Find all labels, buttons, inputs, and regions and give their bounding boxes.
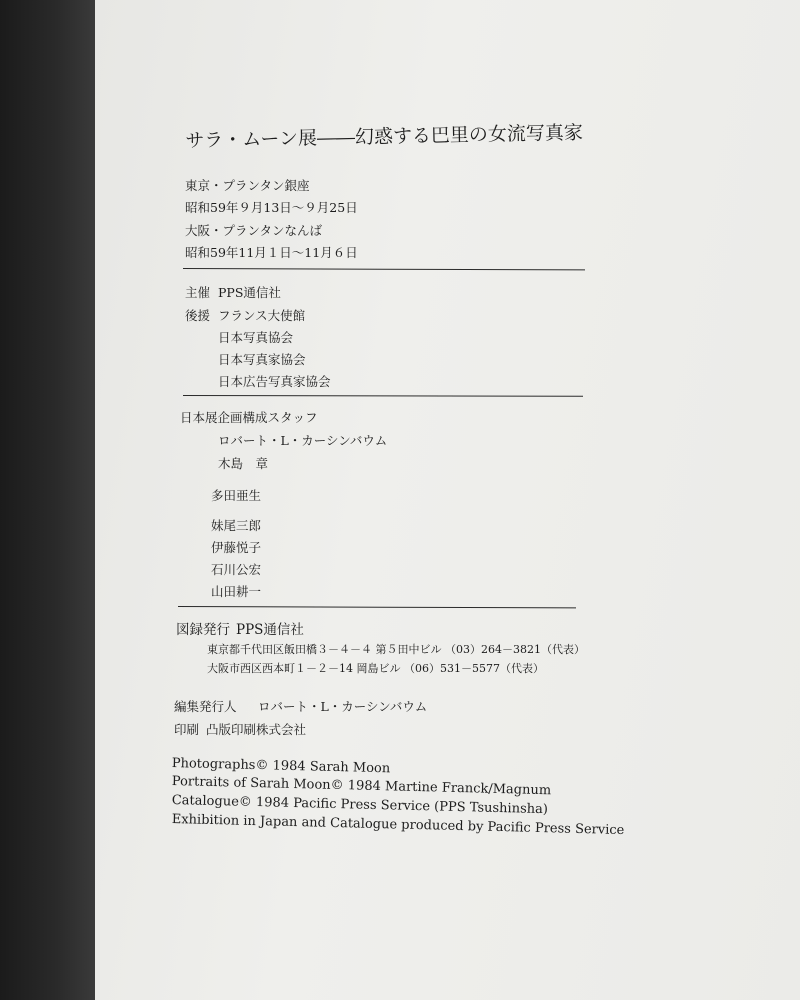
- organizer-value: PPS通信社: [218, 285, 281, 300]
- staff-member: 木島 章: [218, 456, 269, 471]
- editor-value: ロバート・L・カーシンバウム: [258, 699, 428, 714]
- venue-line: 昭和59年11月１日～11月６日: [185, 245, 358, 260]
- exhibition-title: サラ・ムーン展――幻惑する巴里の女流写真家: [185, 121, 584, 152]
- staff-member: 山田耕一: [211, 584, 262, 599]
- credit-line: Portraits of Sarah Moon© 1984 Martine Franck/Magnum: [171, 774, 552, 799]
- publisher-label: 図録発行: [176, 622, 230, 638]
- support-item: 日本写真家協会: [218, 352, 306, 367]
- staff-member: 妹尾三郎: [211, 518, 262, 533]
- publisher-address: 大阪市西区西本町１－２－14 岡島ビル （06）531－5577（代表）: [207, 662, 544, 675]
- venue-line: 東京・プランタン銀座: [185, 178, 310, 193]
- credit-line: Exhibition in Japan and Catalogue produced by Pacific Press Service: [171, 812, 625, 839]
- venue-line: 大阪・プランタンなんば: [185, 223, 323, 238]
- support-label: 後援: [185, 308, 211, 323]
- publisher-address: 東京都千代田区飯田橋３－４－４ 第５田中ビル （03）264－3821（代表）: [207, 643, 585, 656]
- staff-member: 伊藤悦子: [211, 540, 262, 555]
- staff-member: ロバート・L・カーシンバウム: [218, 433, 388, 448]
- credit-line: Catalogue© 1984 Pacific Press Service (PPS Tsushinsha): [171, 793, 549, 818]
- staff-member: 多田亜生: [211, 488, 262, 503]
- book-gutter-shadow: [0, 0, 95, 1000]
- organizer-label: 主催: [185, 285, 211, 300]
- editor-label: 編集発行人: [174, 699, 237, 714]
- support-item: 日本写真協会: [218, 330, 294, 345]
- credit-line: Photographs© 1984 Sarah Moon: [171, 756, 391, 777]
- venue-line: 昭和59年９月13日～９月25日: [185, 200, 358, 215]
- printer-value: 凸版印刷株式会社: [206, 722, 307, 737]
- support-item: 日本広告写真家協会: [218, 374, 331, 389]
- staff-member: 石川公宏: [211, 562, 262, 577]
- publisher-name: PPS通信社: [236, 622, 304, 638]
- printer-label: 印刷: [174, 722, 200, 737]
- support-item: フランス大使館: [218, 308, 306, 323]
- staff-heading: 日本展企画構成スタッフ: [180, 410, 318, 425]
